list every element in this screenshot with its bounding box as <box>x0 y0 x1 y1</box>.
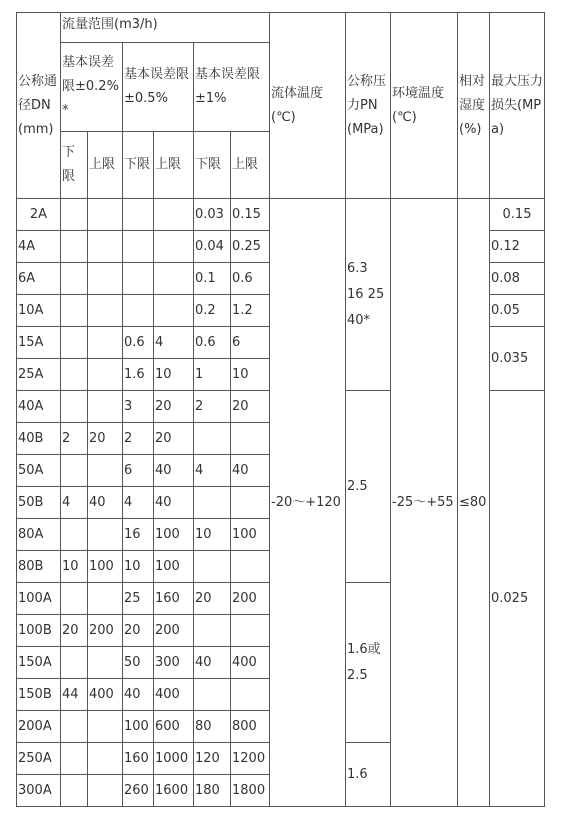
cell-lower-05 <box>123 263 154 295</box>
cell-lower-1 <box>194 679 231 711</box>
cell-upper-05: 160 <box>154 583 194 615</box>
cell-loss-rest: 0.025 <box>490 391 545 807</box>
cell-lower-1: 180 <box>194 775 231 807</box>
cell-upper-05: 300 <box>154 647 194 679</box>
cell-upper-1 <box>231 551 270 583</box>
cell-dn: 25A <box>17 359 61 391</box>
cell-upper-1 <box>231 423 270 455</box>
cell-lower-02 <box>61 327 88 359</box>
cell-lower-02: 4 <box>61 487 88 519</box>
cell-upper-1: 400 <box>231 647 270 679</box>
spec-table-container <box>16 12 545 807</box>
cell-upper-05: 600 <box>154 711 194 743</box>
cell-lower-05: 6 <box>123 455 154 487</box>
cell-upper-02 <box>88 231 123 263</box>
cell-dn: 300A <box>17 775 61 807</box>
cell-upper-02 <box>88 775 123 807</box>
cell-dn: 80B <box>17 551 61 583</box>
cell-lower-02 <box>61 359 88 391</box>
cell-lower-1: 20 <box>194 583 231 615</box>
cell-lower-02 <box>61 583 88 615</box>
cell-upper-05: 100 <box>154 519 194 551</box>
cell-lower-05: 50 <box>123 647 154 679</box>
cell-upper-02 <box>88 455 123 487</box>
cell-upper-1: 100 <box>231 519 270 551</box>
cell-upper-1 <box>231 487 270 519</box>
cell-upper-02 <box>88 743 123 775</box>
cell-lower-05: 0.6 <box>123 327 154 359</box>
cell-loss-2a: 0.15 <box>490 199 545 231</box>
cell-lower-1 <box>194 551 231 583</box>
header-max-loss: 最大压力损失(MPa) <box>490 13 545 199</box>
cell-upper-02 <box>88 647 123 679</box>
header-err-1: 基本误差限±1% <box>194 43 270 132</box>
cell-dn: 100B <box>17 615 61 647</box>
cell-lower-1 <box>194 423 231 455</box>
cell-upper-05: 40 <box>154 487 194 519</box>
cell-lower-02: 44 <box>61 679 88 711</box>
cell-lower-1: 0.03 <box>194 199 231 231</box>
cell-upper-02: 200 <box>88 615 123 647</box>
header-lower-02: 下限 <box>61 132 88 199</box>
cell-upper-02 <box>88 359 123 391</box>
header-lower-1: 下限 <box>194 132 231 199</box>
cell-lower-02 <box>61 775 88 807</box>
header-dn: 公称通径DN(mm) <box>17 13 61 199</box>
cell-upper-02 <box>88 263 123 295</box>
cell-lower-02 <box>61 711 88 743</box>
cell-upper-02: 40 <box>88 487 123 519</box>
cell-upper-1: 1800 <box>231 775 270 807</box>
cell-dn: 250A <box>17 743 61 775</box>
header-err-02: 基本误差限±0.2%* <box>61 43 123 132</box>
cell-upper-1: 1.2 <box>231 295 270 327</box>
cell-loss-15-25: 0.035 <box>490 327 545 391</box>
cell-ambient-temp: -25～+55 <box>391 199 458 807</box>
cell-dn: 150B <box>17 679 61 711</box>
cell-lower-1: 4 <box>194 455 231 487</box>
cell-lower-02: 10 <box>61 551 88 583</box>
cell-upper-1 <box>231 679 270 711</box>
cell-upper-1: 1200 <box>231 743 270 775</box>
cell-upper-02: 100 <box>88 551 123 583</box>
cell-upper-05: 20 <box>154 423 194 455</box>
cell-lower-1: 10 <box>194 519 231 551</box>
cell-lower-02 <box>61 647 88 679</box>
cell-upper-1: 200 <box>231 583 270 615</box>
cell-lower-02 <box>61 455 88 487</box>
cell-upper-02 <box>88 519 123 551</box>
header-upper-05: 上限 <box>154 132 194 199</box>
cell-lower-05: 10 <box>123 551 154 583</box>
cell-dn: 150A <box>17 647 61 679</box>
cell-pressure-group-1: 6.3 16 25 40* <box>346 199 391 391</box>
cell-lower-1: 2 <box>194 391 231 423</box>
cell-upper-05 <box>154 199 194 231</box>
cell-lower-1: 40 <box>194 647 231 679</box>
cell-lower-05: 25 <box>123 583 154 615</box>
cell-lower-1: 120 <box>194 743 231 775</box>
cell-upper-02 <box>88 295 123 327</box>
cell-dn: 40A <box>17 391 61 423</box>
cell-lower-05: 260 <box>123 775 154 807</box>
cell-lower-1: 1 <box>194 359 231 391</box>
cell-upper-05 <box>154 231 194 263</box>
cell-humidity: ≤80 <box>458 199 490 807</box>
cell-upper-02: 400 <box>88 679 123 711</box>
cell-upper-1 <box>231 615 270 647</box>
cell-dn: 6A <box>17 263 61 295</box>
cell-dn: 4A <box>17 231 61 263</box>
cell-dn: 50A <box>17 455 61 487</box>
cell-dn: 50B <box>17 487 61 519</box>
cell-lower-1: 0.04 <box>194 231 231 263</box>
cell-upper-05: 20 <box>154 391 194 423</box>
cell-upper-1: 40 <box>231 455 270 487</box>
cell-upper-1: 0.25 <box>231 231 270 263</box>
cell-lower-02 <box>61 263 88 295</box>
cell-pressure-group-2: 2.5 <box>346 391 391 583</box>
cell-upper-02 <box>88 583 123 615</box>
cell-upper-05: 40 <box>154 455 194 487</box>
cell-lower-02 <box>61 231 88 263</box>
cell-upper-05: 1600 <box>154 775 194 807</box>
cell-lower-1 <box>194 615 231 647</box>
cell-upper-1: 10 <box>231 359 270 391</box>
header-upper-1: 上限 <box>231 132 270 199</box>
cell-lower-05 <box>123 295 154 327</box>
cell-lower-05: 100 <box>123 711 154 743</box>
cell-upper-1: 800 <box>231 711 270 743</box>
cell-loss-6a: 0.08 <box>490 263 545 295</box>
cell-lower-1: 0.2 <box>194 295 231 327</box>
cell-upper-1: 0.6 <box>231 263 270 295</box>
cell-fluid-temp: -20～+120 <box>270 199 346 807</box>
cell-dn: 200A <box>17 711 61 743</box>
cell-dn: 80A <box>17 519 61 551</box>
cell-upper-05: 10 <box>154 359 194 391</box>
cell-lower-02: 2 <box>61 423 88 455</box>
cell-pressure-group-3: 1.6或 2.5 <box>346 583 391 743</box>
cell-upper-05: 100 <box>154 551 194 583</box>
header-pressure: 公称压力PN(MPa) <box>346 13 391 199</box>
cell-upper-1: 20 <box>231 391 270 423</box>
header-humidity: 相对湿度(%) <box>458 13 490 199</box>
cell-loss-4a: 0.12 <box>490 231 545 263</box>
cell-lower-05: 40 <box>123 679 154 711</box>
cell-upper-02 <box>88 391 123 423</box>
cell-upper-02: 20 <box>88 423 123 455</box>
table-row <box>17 199 545 231</box>
cell-dn: 40B <box>17 423 61 455</box>
cell-lower-02 <box>61 199 88 231</box>
cell-upper-02 <box>88 199 123 231</box>
cell-lower-05: 160 <box>123 743 154 775</box>
cell-upper-02 <box>88 711 123 743</box>
cell-upper-05 <box>154 295 194 327</box>
cell-dn: 100A <box>17 583 61 615</box>
cell-lower-05: 4 <box>123 487 154 519</box>
cell-loss-10a: 0.05 <box>490 295 545 327</box>
cell-lower-1: 80 <box>194 711 231 743</box>
cell-upper-05 <box>154 263 194 295</box>
header-lower-05: 下限 <box>123 132 154 199</box>
cell-upper-1: 6 <box>231 327 270 359</box>
header-flow-range: 流量范围(m3/h) <box>61 13 270 43</box>
cell-lower-05: 20 <box>123 615 154 647</box>
cell-lower-02 <box>61 743 88 775</box>
header-ambient-temp: 环境温度(℃) <box>391 13 458 199</box>
cell-upper-02 <box>88 327 123 359</box>
cell-upper-05: 400 <box>154 679 194 711</box>
cell-lower-1: 0.1 <box>194 263 231 295</box>
cell-lower-02 <box>61 295 88 327</box>
cell-lower-05: 16 <box>123 519 154 551</box>
cell-pressure-group-4: 1.6 <box>346 743 391 807</box>
header-fluid-temp: 流体温度(℃) <box>270 13 346 199</box>
cell-lower-05 <box>123 199 154 231</box>
cell-lower-02: 20 <box>61 615 88 647</box>
cell-lower-05: 2 <box>123 423 154 455</box>
cell-dn: 10A <box>17 295 61 327</box>
cell-upper-05: 200 <box>154 615 194 647</box>
cell-dn: 15A <box>17 327 61 359</box>
header-upper-02: 上限 <box>88 132 123 199</box>
flowmeter-spec-table <box>16 12 545 807</box>
cell-lower-05: 1.6 <box>123 359 154 391</box>
cell-lower-05: 3 <box>123 391 154 423</box>
cell-lower-1: 0.6 <box>194 327 231 359</box>
cell-lower-02 <box>61 519 88 551</box>
cell-lower-1 <box>194 487 231 519</box>
cell-lower-02 <box>61 391 88 423</box>
cell-upper-05: 1000 <box>154 743 194 775</box>
cell-dn: 2A <box>17 199 61 231</box>
cell-upper-05: 4 <box>154 327 194 359</box>
header-err-05: 基本误差限 ±0.5% <box>123 43 194 132</box>
cell-lower-05 <box>123 231 154 263</box>
cell-upper-1: 0.15 <box>231 199 270 231</box>
